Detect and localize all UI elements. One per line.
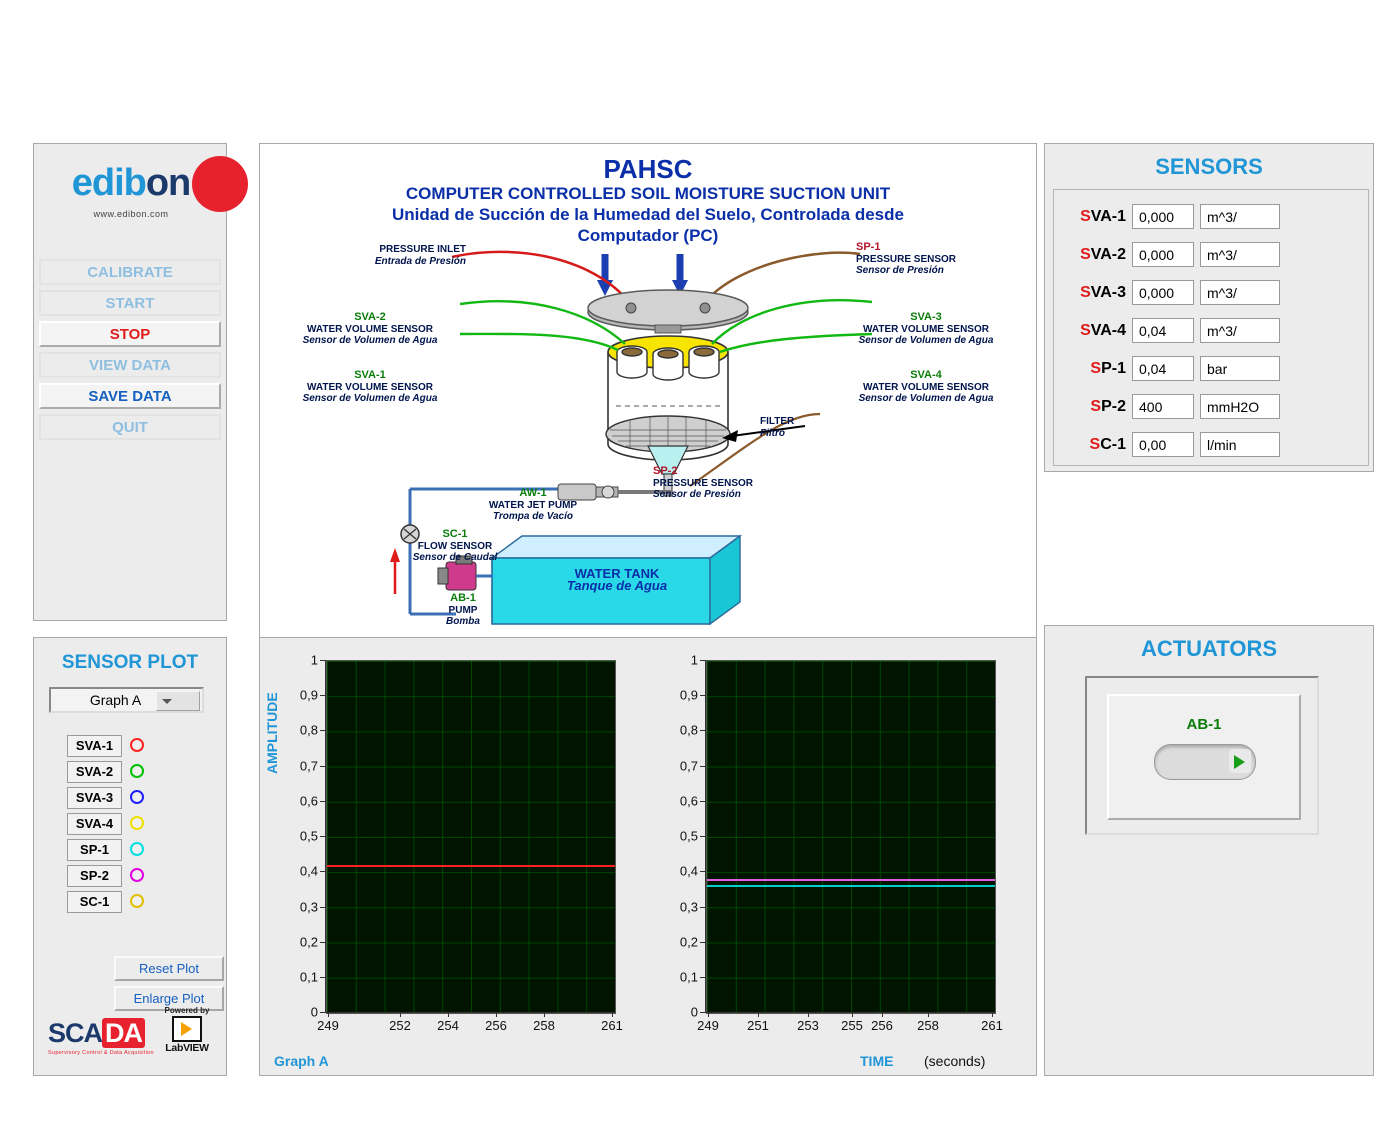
sensor-name: SP-1 [1090,360,1126,377]
graph-b [652,654,1002,1034]
sensor-unit: m^3/ [1200,204,1280,229]
diagram-subtitle-en: COMPUTER CONTROLLED SOIL MOISTURE SUCTION UNIT [405,184,891,203]
view-data-button[interactable]: VIEW DATA [39,352,221,378]
actuator-group [1085,676,1319,835]
sensor-value[interactable]: 0,000 [1132,204,1194,229]
play-icon [1234,755,1245,769]
graph-a [264,652,623,1034]
legend-color-dot[interactable] [130,816,144,830]
graph-b-trace-sc-1 [707,885,995,887]
sensor-unit: l/min [1200,432,1280,457]
scada-subtitle: Supervisory Control & Data Acquisition [48,1050,154,1056]
actuator-ab1 [1107,694,1301,820]
time-axis-label: TIME [860,1053,894,1069]
control-panel [33,143,227,621]
legend-item-sc-1[interactable] [67,891,157,913]
graph-b-plot-area[interactable] [706,660,996,1014]
legend-color-dot[interactable] [130,842,144,856]
diagram-title: PAHSC [603,154,693,184]
labview-wordmark: LabVIEW [165,1042,209,1054]
label-sva3: SVA-3 WATER VOLUME SENSOR Sensor de Volumen de Agua [858,311,994,346]
label-ab1: AB-1 PUMP Bomba [446,592,480,627]
sensor-unit: m^3/ [1200,280,1280,305]
sensor-plot-panel [33,637,227,1076]
legend-color-dot[interactable] [130,738,144,752]
sensor-value[interactable]: 400 [1132,394,1194,419]
edibon-logo [34,162,228,219]
label-water-tank: WATER TANK Tanque de Agua [566,566,668,593]
graph-select-value: Graph A [89,692,142,708]
sensor-name: SVA-3 [1080,284,1126,301]
label-pressure-inlet: PRESSURE INLET Entrada de Presión [374,244,466,267]
label-sp2: SP-2 PRESSURE SENSOR Sensor de Presión [653,465,754,500]
scada-wordmark: SCA DA [48,1018,218,1049]
sensor-name: SC-1 [1089,436,1126,453]
sensor-unit: bar [1200,356,1280,381]
legend-item-sva-1[interactable] [67,735,157,757]
logo-text: edibon [71,162,191,204]
diagram-subtitle-es-2: Computador (PC) [577,226,719,245]
sensor-value[interactable]: 0,00 [1132,432,1194,457]
graph-a-caption: Graph A [274,1053,329,1069]
graph-select-dropdown[interactable] [49,687,204,713]
sensors-readouts [1053,189,1369,466]
legend-item-sva-4[interactable] [67,813,157,835]
quit-button[interactable]: QUIT [39,414,221,440]
sensor-name: SVA-1 [1080,208,1126,225]
legend-color-dot[interactable] [130,764,144,778]
legend-label: SC-1 [67,891,122,913]
diagram-subtitle-es-1: Unidad de Succión de la Humedad del Suelo, Controlada desde [392,205,904,224]
label-sva1: SVA-1 WATER VOLUME SENSOR Sensor de Volumen de Agua [302,369,438,404]
sensors-panel [1044,143,1374,472]
legend-label: SVA-2 [67,761,122,783]
labview-play-icon [172,1016,202,1042]
labview-powered-by: Powered by [164,1006,210,1015]
label-sva2: SVA-2 WATER VOLUME SENSOR Sensor de Volumen de Agua [302,311,438,346]
chevron-down-icon[interactable] [156,691,200,711]
legend-color-dot[interactable] [130,790,144,804]
actuator-ab1-toggle[interactable] [1154,744,1256,780]
actuators-panel [1044,625,1374,1076]
legend-item-sva-3[interactable] [67,787,157,809]
graph-a-plot-area[interactable] [326,660,616,1014]
legend-color-dot[interactable] [130,868,144,882]
legend-label: SVA-1 [67,735,122,757]
calibrate-button[interactable]: CALIBRATE [39,259,221,285]
graph-a-x-axis: 249 252 254 256 258 261 [326,1012,615,1042]
legend-item-sp-1[interactable] [67,839,157,861]
graph-b-y-axis: 1 0,9 0,8 0,7 0,6 0,5 0,4 0,3 0,2 0,1 0 [662,654,706,1018]
sensor-name: SVA-2 [1080,246,1126,263]
legend-item-sp-2[interactable] [67,865,157,887]
logo-url: www.edibon.com [93,209,169,219]
scada-logo [48,1006,218,1056]
time-axis-unit: (seconds) [924,1053,986,1069]
legend-item-sva-2[interactable] [67,761,157,783]
enlarge-plot-button[interactable]: Enlarge Plot [114,986,224,1011]
reset-plot-button[interactable]: Reset Plot [114,956,224,981]
sensor-value[interactable]: 0,04 [1132,318,1194,343]
graph-b-grid [707,661,995,1013]
process-diagram [259,143,1037,643]
sensor-name: SP-2 [1090,398,1126,415]
graph-a-grid [327,661,615,1013]
legend-label: SP-2 [67,865,122,887]
legend-label: SP-1 [67,839,122,861]
sensor-value[interactable]: 0,000 [1132,242,1194,267]
graph-a-trace-sva-1 [327,865,615,867]
sensor-name: SVA-4 [1080,322,1126,339]
legend-label: SVA-4 [67,813,122,835]
label-sva4: SVA-4 WATER VOLUME SENSOR Sensor de Volumen de Agua [858,369,994,404]
graphs-panel [259,637,1037,1076]
sensor-unit: m^3/ [1200,242,1280,267]
stop-button[interactable]: STOP [39,321,221,347]
graph-b-trace-sp-2 [707,879,995,881]
sensors-title: SENSORS [1155,154,1263,179]
label-filter: FILTER Filtro [760,416,795,439]
graph-a-y-axis-label: AMPLITUDE [264,692,280,774]
sensor-unit: m^3/ [1200,318,1280,343]
actuator-ab1-label: AB-1 [1186,716,1222,733]
logo-red-dot [192,156,248,212]
sensor-plot-title: SENSOR PLOT [61,652,199,673]
labview-logo [156,1006,218,1054]
sensor-unit: mmH2O [1200,394,1280,419]
label-sp1: SP-1 PRESSURE SENSOR Sensor de Presión [856,241,957,276]
graph-a-y-axis: 1 0,9 0,8 0,7 0,6 0,5 0,4 0,3 0,2 0,1 0 [282,654,326,1018]
label-sc1: SC-1 FLOW SENSOR Sensor de Caudal [412,528,498,563]
sensor-value[interactable]: 0,000 [1132,280,1194,305]
graph-b-x-axis: 249 251 253 255 256 258 261 [706,1012,995,1042]
start-button[interactable]: START [39,290,221,316]
save-data-button[interactable]: SAVE DATA [39,383,221,409]
label-aw1: AW-1 WATER JET PUMP Trompa de Vacío [488,487,578,522]
actuators-title: ACTUATORS [1140,636,1278,661]
legend-color-dot[interactable] [130,894,144,908]
sensor-value[interactable]: 0,04 [1132,356,1194,381]
legend-label: SVA-3 [67,787,122,809]
